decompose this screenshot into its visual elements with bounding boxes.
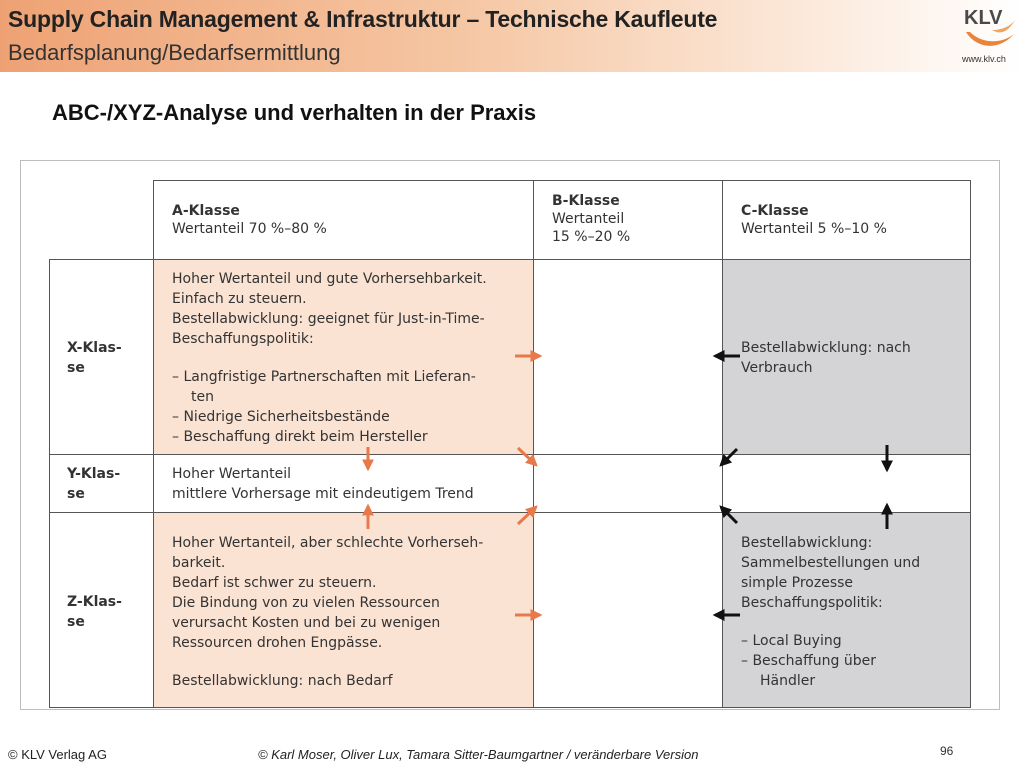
column-title: A-Klasse <box>172 203 240 219</box>
column-share: Wertanteil 70 %–80 % <box>172 221 327 237</box>
abc-xyz-figure <box>20 160 1000 710</box>
cell-text-x-a: Hoher Wertanteil und gute Vorhersehbarkeit. Einfach zu steuern. Bestellabwicklung: geeignet für Just-in-Time- Beschaffungspolitik: – Langfristige Partnerschaften mit Lieferan- ten – Niedrige Sicherheitsbestände – Beschaffung direkt beim Hersteller <box>172 271 487 445</box>
column-title: B-Klasse <box>552 193 620 209</box>
column-share: Wertanteil <box>552 211 625 227</box>
logo-text: KLV <box>964 7 1003 29</box>
arrow-diag-ay <box>518 448 536 465</box>
arrow-diag-cy <box>721 449 737 465</box>
cell-text-z-c: Bestellabwicklung: Sammelbestellungen und simple Prozesse Beschaffungspolitik: – Local Buying – Beschaffung über Händler <box>741 535 921 689</box>
logo-url: www.klv.ch <box>962 54 1006 64</box>
row-label-x: X-Klas- se <box>67 340 122 376</box>
column-share: Wertanteil 5 %–10 % <box>741 221 887 237</box>
row-label-z: Z-Klas- se <box>67 594 122 630</box>
footer-authors: © Karl Moser, Oliver Lux, Tamara Sitter-Baumgartner / veränderbare Version <box>258 747 699 762</box>
section-heading: ABC-/XYZ-Analyse und verhalten in der Praxis <box>52 100 537 125</box>
cell-text-z-a: Hoher Wertanteil, aber schlechte Vorherseh- barkeit. Bedarf ist schwer zu steuern. Die Bindung von zu vielen Ressourcen verursacht Kosten und bei zu wenigen Ressourcen drohen Engpässe. Bestellabwicklung: nach Bedarf <box>172 535 484 689</box>
klv-logo <box>958 4 1018 54</box>
footer-copyright: © KLV Verlag AG <box>8 747 107 762</box>
arrow-diag-cz <box>721 507 737 523</box>
header-bar <box>0 0 1024 72</box>
cell-text-x-c: Bestellabwicklung: nach Verbrauch <box>741 340 911 376</box>
arrow-diag-az <box>518 507 536 524</box>
slide-title: Supply Chain Management & Infrastruktur – Technische Kaufleute <box>8 6 718 32</box>
row-label-y: Y-Klas- se <box>67 466 121 502</box>
column-share: 15 %–20 % <box>552 229 631 245</box>
column-title: C-Klasse <box>741 203 809 219</box>
cell-text-y-a: Hoher Wertanteil mittlere Vorhersage mit eindeutigem Trend <box>172 466 474 502</box>
slide-subtitle: Bedarfsplanung/Bedarfsermittlung <box>8 40 341 65</box>
page-number: 96 <box>940 744 954 758</box>
arrows-overlay <box>21 161 999 709</box>
